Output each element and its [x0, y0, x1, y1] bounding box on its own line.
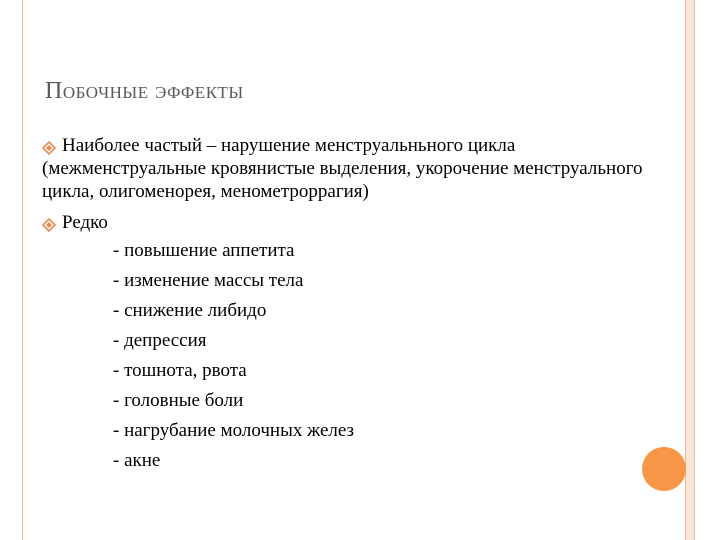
- bullet-text-2: Редко: [62, 212, 108, 233]
- right-frame-band: [686, 0, 694, 540]
- right-frame-line-inner: [685, 0, 686, 540]
- diamond-bullet-icon: [42, 138, 56, 152]
- list-item: - тошнота, рвота: [113, 360, 247, 381]
- list-item: - изменение массы тела: [113, 270, 304, 291]
- list-item: - акне: [113, 450, 161, 471]
- bullet-text-1: Наиболее частый – нарушение менструальньного цикла (межменструальные кровянистые выделения, укорочение менструального цикла, олигоменорея, менометроррагия): [42, 135, 643, 202]
- left-frame-line: [22, 0, 23, 540]
- slide-content: [42, 134, 662, 234]
- list-item: - нагрубание молочных желез: [113, 420, 355, 441]
- bullet-paragraph-2: [42, 211, 662, 234]
- list-item: - головные боли: [113, 390, 244, 411]
- list-item: - снижение либидо: [113, 300, 267, 321]
- side-effects-list: [113, 240, 354, 480]
- orange-circle-decoration: [642, 447, 686, 491]
- list-item: - депрессия: [113, 330, 207, 351]
- right-frame-line-outer: [694, 0, 695, 540]
- diamond-bullet-icon: [42, 215, 56, 229]
- slide-title: Побочные эффекты: [45, 78, 244, 104]
- list-item: - повышение аппетита: [113, 240, 295, 261]
- bullet-paragraph-1: [42, 134, 662, 203]
